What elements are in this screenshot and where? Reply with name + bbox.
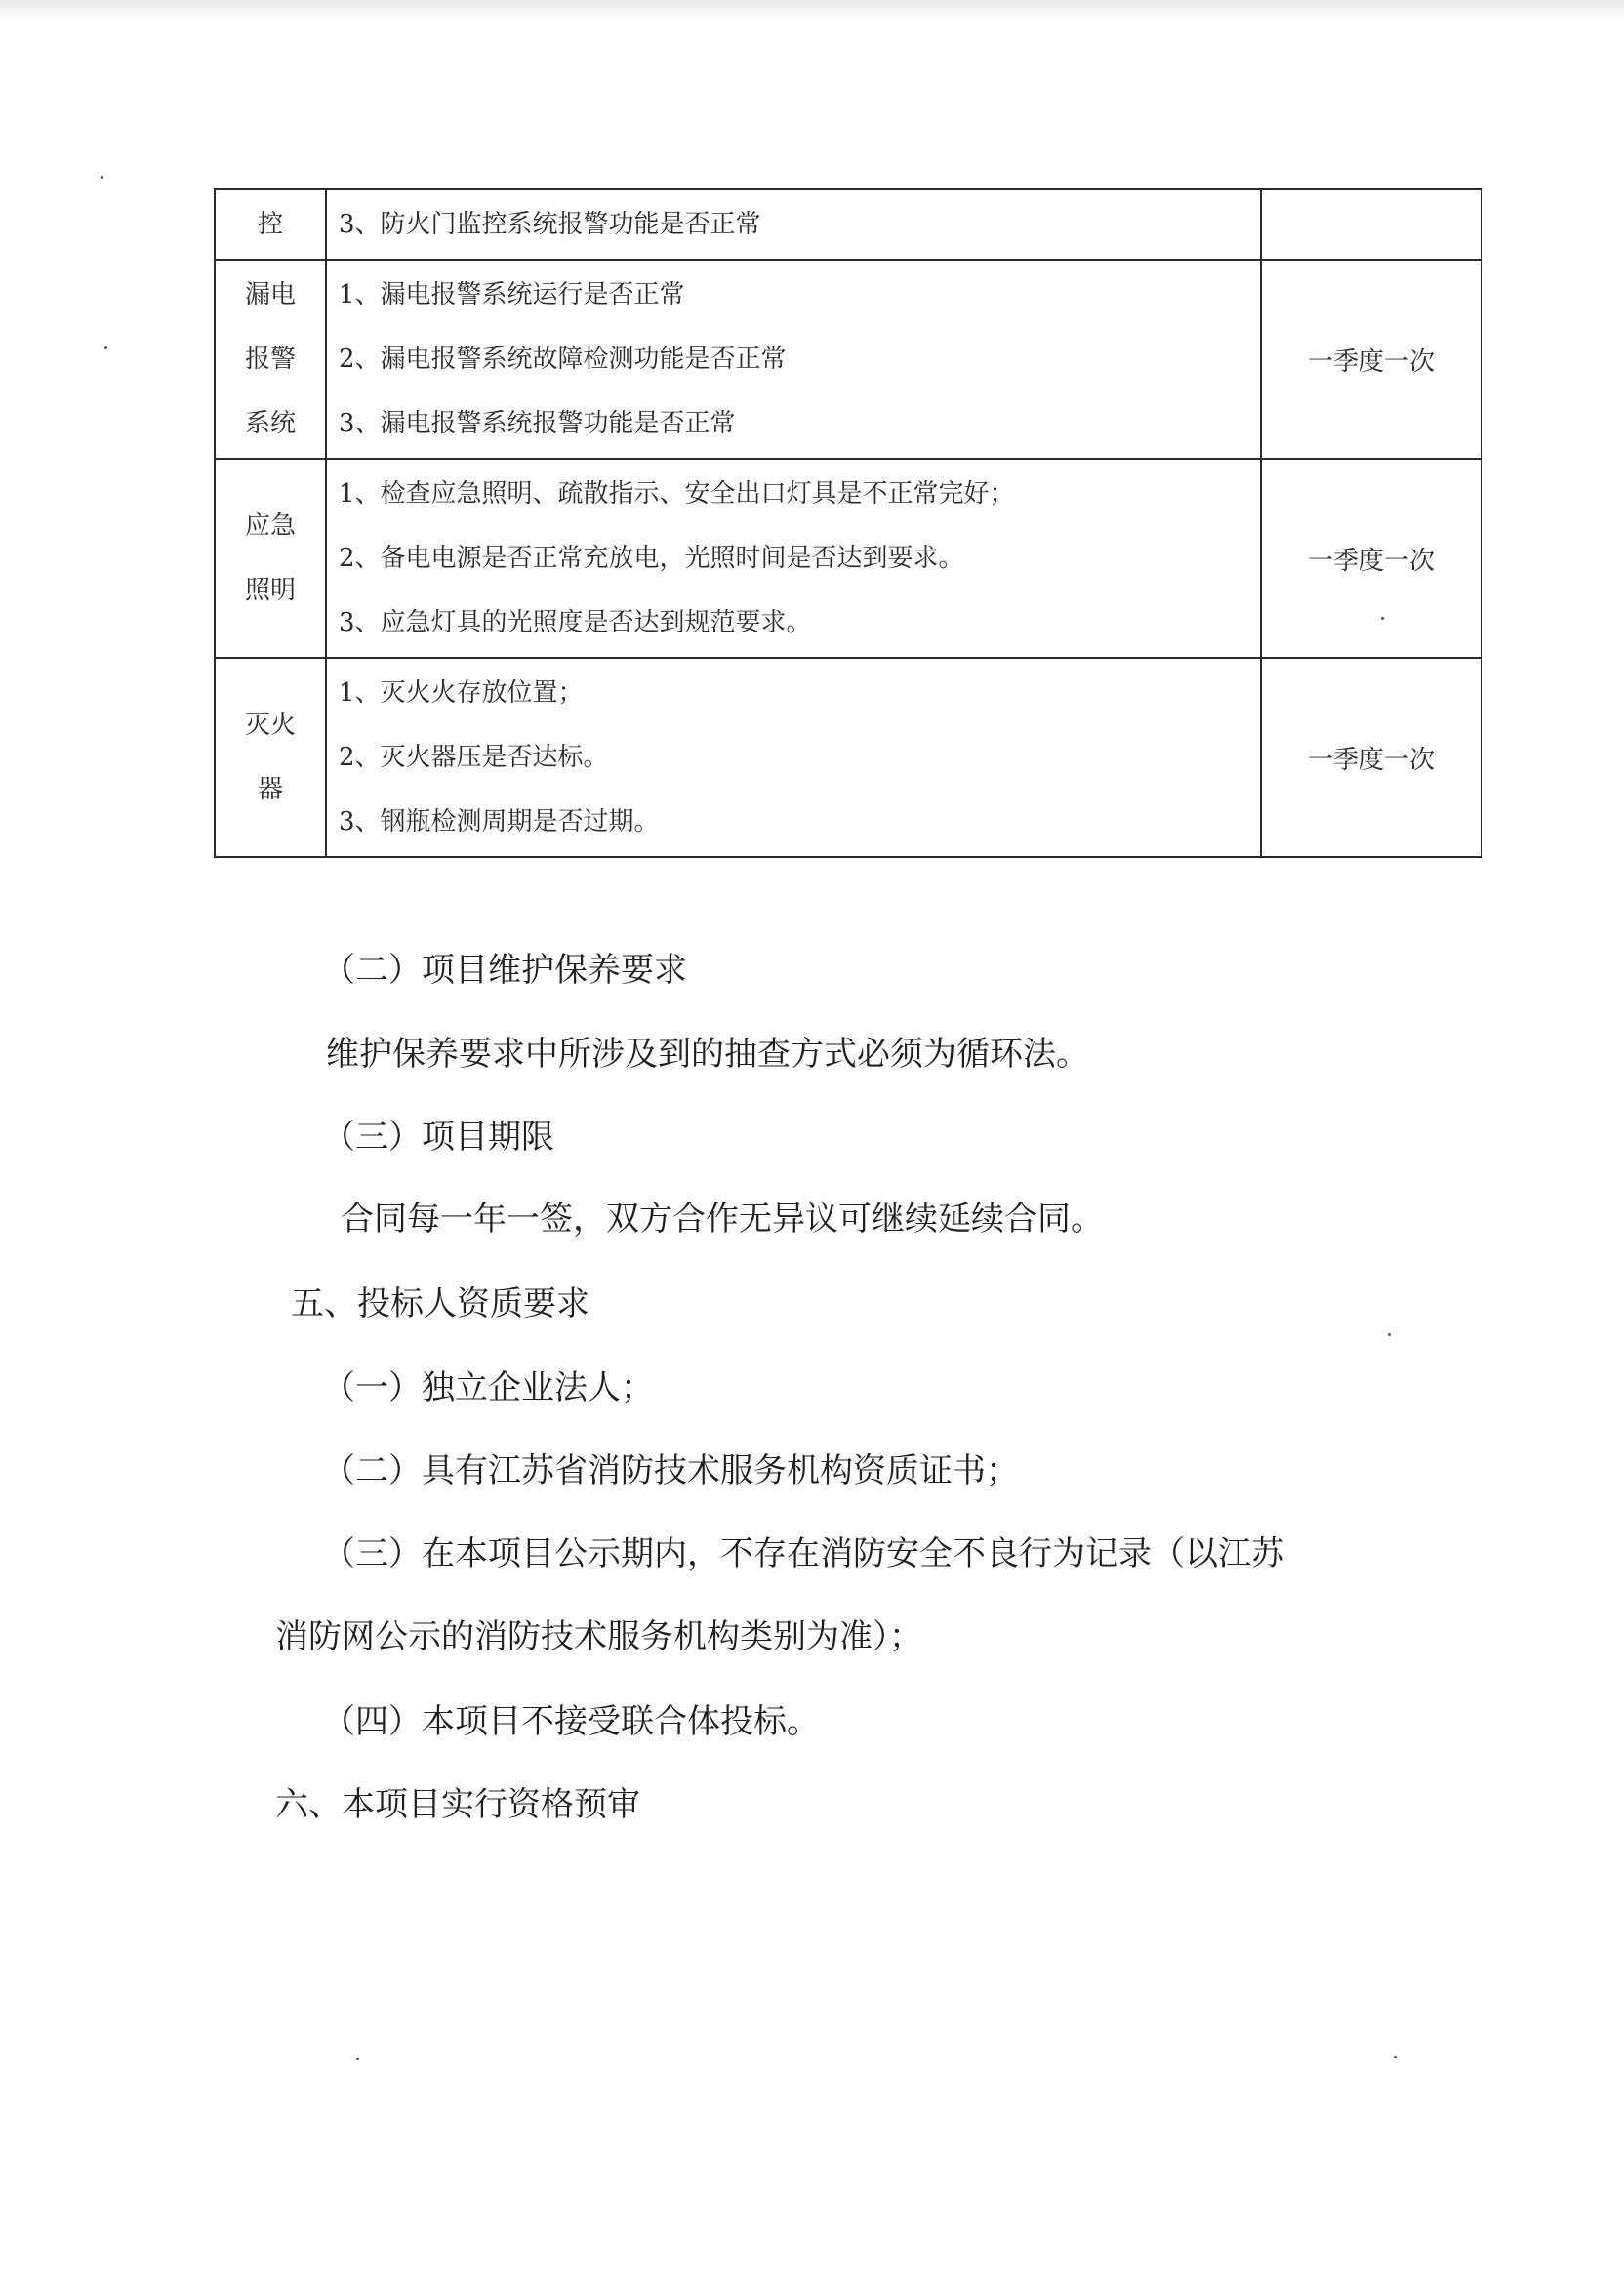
frequency-cell: 一季度一次 (1261, 260, 1482, 459)
qualification-item-1: （一）独立企业法人； (322, 1368, 654, 1407)
section-heading-maintenance-requirements: （二）项目维护保养要求 (322, 951, 687, 990)
scan-speck (101, 176, 103, 179)
frequency-cell (1261, 189, 1482, 260)
check-item: 1、漏电报警系统运行是否正常 (339, 280, 685, 309)
check-item: 3、防火门监控系统报警功能是否正常 (339, 210, 761, 239)
maintenance-table (214, 188, 1482, 858)
check-items-cell (326, 260, 1261, 459)
table-row (215, 260, 1482, 459)
frequency-cell: 一季度一次 (1261, 459, 1482, 658)
table-row (215, 658, 1482, 857)
check-item: 2、灭火器压是否达标。 (339, 743, 609, 772)
category-text: 灭火 (244, 711, 296, 740)
table-row (215, 189, 1482, 260)
scan-speck (1388, 1333, 1391, 1336)
check-item: 3、钢瓶检测周期是否过期。 (339, 807, 660, 836)
category-cell (215, 189, 326, 260)
qualification-item-3-continued: 消防网公示的消防技术服务机构类别为准）； (275, 1617, 922, 1656)
qualification-item-3: （三）在本项目公示期内，不存在消防安全不良行为记录（以江苏 (322, 1534, 1284, 1573)
check-item: 1、检查应急照明、疏散指示、安全出口灯具是不正常完好； (339, 479, 1015, 509)
section-heading-project-term: （三）项目期限 (322, 1118, 554, 1157)
category-cell (215, 260, 326, 459)
check-items-cell (326, 658, 1261, 857)
qualification-item-2: （二）具有江苏省消防技术服务机构资质证书； (322, 1451, 1019, 1490)
section-heading-prequalification: 六、本项目实行资格预审 (275, 1785, 640, 1824)
section-heading-bidder-qualifications: 五、投标人资质要求 (291, 1284, 589, 1324)
frequency-cell: 一季度一次 (1261, 658, 1482, 857)
table-row (215, 459, 1482, 658)
check-item: 3、漏电报警系统报警功能是否正常 (339, 409, 736, 438)
check-items-cell (326, 189, 1261, 260)
category-text: 系统 (244, 409, 296, 438)
category-text: 报警 (244, 345, 296, 374)
check-item: 2、漏电报警系统故障检测功能是否正常 (339, 345, 787, 374)
check-items-cell (326, 459, 1261, 658)
paragraph-maintenance-requirements: 维护保养要求中所涉及到的抽查方式必须为循环法。 (326, 1035, 1089, 1074)
scan-speck (1394, 2056, 1397, 2058)
category-text: 控 (257, 210, 283, 239)
check-item: 1、灭火火存放位置； (339, 678, 584, 708)
category-cell (215, 658, 326, 857)
check-item: 3、应急灯具的光照度是否达到规范要求。 (339, 608, 812, 637)
category-text: 照明 (244, 576, 296, 605)
category-text: 器 (257, 775, 283, 804)
category-text: 漏电 (244, 280, 296, 309)
qualification-item-4: （四）本项目不接受联合体投标。 (322, 1702, 820, 1741)
scan-edge-shadow (0, 0, 1624, 21)
paragraph-project-term: 合同每一年一签，双方合作无异议可继续延续合同。 (341, 1200, 1104, 1239)
check-item: 2、备电电源是否正常充放电，光照时间是否达到要求。 (339, 544, 964, 573)
scan-speck (356, 2058, 359, 2060)
category-cell (215, 459, 326, 658)
scan-speck (104, 346, 107, 349)
category-text: 应急 (244, 511, 296, 541)
